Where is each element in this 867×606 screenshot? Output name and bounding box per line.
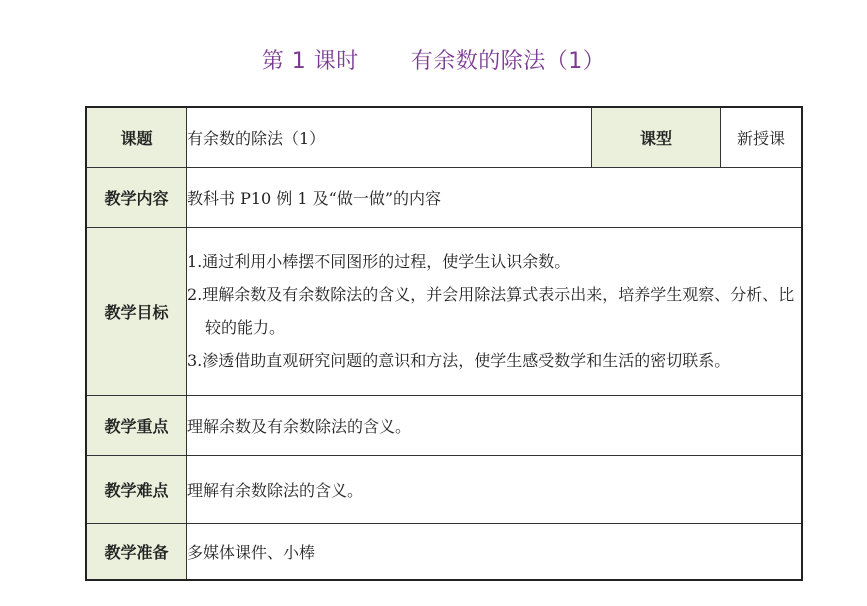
type-label: 课型 — [592, 107, 721, 167]
goal-item: 3.渗透借助直观研究问题的意识和方法，使学生感受数学和生活的密切联系。 — [187, 351, 731, 370]
lesson-title: 有余数的除法（1） — [410, 49, 606, 74]
difficulty-label: 教学难点 — [86, 455, 187, 523]
lesson-plan-table — [85, 106, 803, 581]
topic-value: 有余数的除法（1） — [187, 107, 592, 167]
table-row — [86, 455, 802, 523]
goal-item: 1.通过利用小棒摆不同图形的过程，使学生认识余数。 — [187, 252, 571, 271]
table-row — [86, 227, 802, 395]
table-row — [86, 107, 802, 167]
goals-list — [187, 227, 803, 395]
type-value: 新授课 — [721, 107, 803, 167]
difficulty-value: 理解有余数除法的含义。 — [187, 455, 803, 523]
preparation-label: 教学准备 — [86, 523, 187, 580]
lesson-number: 第 1 课时 — [261, 49, 359, 74]
table-row — [86, 395, 802, 455]
content-label: 教学内容 — [86, 167, 187, 227]
key-point-value: 理解余数及有余数除法的含义。 — [187, 395, 803, 455]
page-title — [0, 44, 867, 75]
table-row — [86, 167, 802, 227]
preparation-value: 多媒体课件、小棒 — [187, 523, 803, 580]
goal-item: 2.理解余数及有余数除法的含义，并会用除法算式表示出来，培养学生观察、分析、比较的能力。 — [187, 285, 795, 337]
table-row — [86, 523, 802, 580]
topic-label: 课题 — [86, 107, 187, 167]
goals-label: 教学目标 — [86, 227, 187, 395]
content-value: 教科书 P10 例 1 及“做一做”的内容 — [187, 167, 803, 227]
key-point-label: 教学重点 — [86, 395, 187, 455]
